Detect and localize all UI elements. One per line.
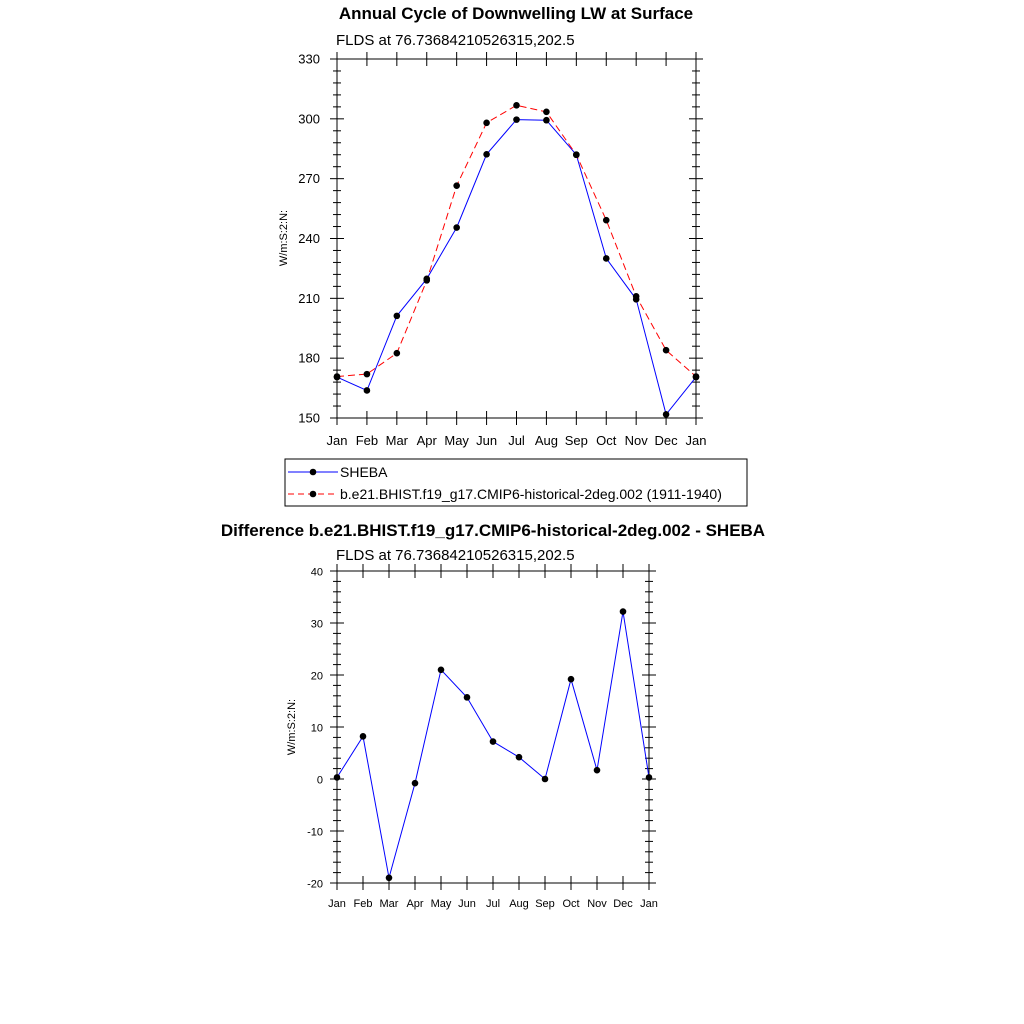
data-point-s1-7 [543,109,550,116]
y-tick-label: -10 [307,826,323,839]
x-tick-label: Feb [355,433,379,448]
data-point-s0-10 [594,767,601,774]
data-point-s0-6 [490,738,497,745]
y-tick-label: 150 [298,410,320,426]
chart1-plot [298,52,706,449]
data-point-s0-3 [412,780,419,787]
data-point-s0-5 [483,151,490,158]
x-tick-label: Nov [624,433,648,448]
x-tick-label: Mar [379,898,399,910]
x-tick-label: Sep [535,898,555,910]
legend-marker-model [310,491,317,498]
x-tick-label: Jan [326,433,348,448]
data-point-s0-5 [464,694,471,701]
chart1-legend [285,459,747,506]
y-tick-label: -20 [307,878,323,891]
data-point-s0-7 [516,754,523,761]
legend-marker-sheba [310,469,317,476]
data-point-s1-11 [663,347,670,354]
data-point-s1-5 [483,120,490,127]
chart1-title: Annual Cycle of Downwelling LW at Surface [338,4,694,23]
x-tick-label: Jul [485,898,501,910]
data-point-s0-9 [603,255,610,262]
chart2-title: Difference b.e21.BHIST.f19_g17.CMIP6-historical-2deg.002 - SHEBA [220,521,766,540]
x-tick-label: Jan [640,898,658,910]
series-line-0 [337,120,696,415]
data-point-s0-0 [334,774,341,781]
x-tick-label: Feb [353,898,373,910]
chart2-plot [307,564,658,910]
y-tick-label: 180 [298,350,320,366]
chart1-subtitle: FLDS at 76.73684210526315,202.5 [336,32,575,49]
y-tick-label: 240 [298,231,320,246]
data-point-s0-6 [513,116,520,123]
x-tick-label: Jun [458,898,476,910]
legend-label-sheba: SHEBA [340,464,388,480]
y-tick-label: 40 [310,566,323,579]
y-tick-label: 270 [298,171,320,187]
chart2-ylabel: W/m:S:2:N: [286,698,298,756]
x-tick-label: May [430,898,452,910]
data-point-s0-1 [360,733,367,740]
x-tick-label: Apr [406,898,424,910]
plot-frame [337,571,649,883]
data-point-s1-8 [573,151,580,158]
series-line-1 [337,105,696,376]
data-point-s0-4 [438,667,445,674]
x-tick-label: Nov [587,898,607,910]
data-point-s0-4 [453,224,460,231]
data-point-s0-7 [543,117,550,124]
data-point-s1-0 [334,373,341,380]
y-tick-label: 30 [310,618,323,631]
x-tick-label: May [444,433,469,448]
data-point-s1-1 [364,371,371,378]
x-tick-label: Oct [562,898,580,910]
y-tick-label: 20 [310,670,323,683]
x-tick-label: Oct [596,433,617,448]
data-point-s0-11 [663,411,670,418]
data-point-s0-12 [646,774,653,781]
data-point-s1-12 [693,373,700,380]
data-point-s1-9 [603,217,610,224]
y-tick-label: 210 [298,290,320,306]
data-point-s1-2 [394,350,401,357]
y-tick-label: 300 [298,111,320,127]
data-point-s0-11 [620,608,627,615]
x-tick-label: Jan [328,898,346,910]
chart2-subtitle: FLDS at 76.73684210526315,202.5 [336,547,575,564]
x-tick-label: Mar [385,433,409,448]
data-point-s0-1 [364,387,371,394]
x-tick-label: Sep [564,433,588,448]
y-tick-label: 330 [298,51,320,67]
x-tick-label: Dec [654,433,678,448]
y-tick-label: 10 [310,722,323,735]
x-tick-label: Jan [685,433,707,448]
data-point-s1-4 [453,182,460,189]
data-point-s1-6 [513,102,520,109]
legend-label-model: b.e21.BHIST.f19_g17.CMIP6-historical-2deg.002 (1911-1940) [340,486,722,502]
x-tick-label: Dec [613,898,633,910]
x-tick-label: Jun [476,433,498,448]
x-tick-label: Apr [416,433,437,448]
data-point-s0-2 [386,875,393,882]
data-point-s1-3 [423,277,430,284]
x-tick-label: Jul [508,433,525,448]
x-tick-label: Aug [509,898,529,910]
y-tick-label: 0 [316,774,323,787]
data-point-s0-2 [394,313,401,320]
x-tick-label: Aug [534,433,558,448]
chart1-ylabel: W/m:S:2:N: [278,209,290,267]
plot-frame [337,59,696,418]
data-point-s1-10 [633,293,640,300]
data-point-s0-9 [568,676,575,683]
data-point-s0-8 [542,776,549,783]
